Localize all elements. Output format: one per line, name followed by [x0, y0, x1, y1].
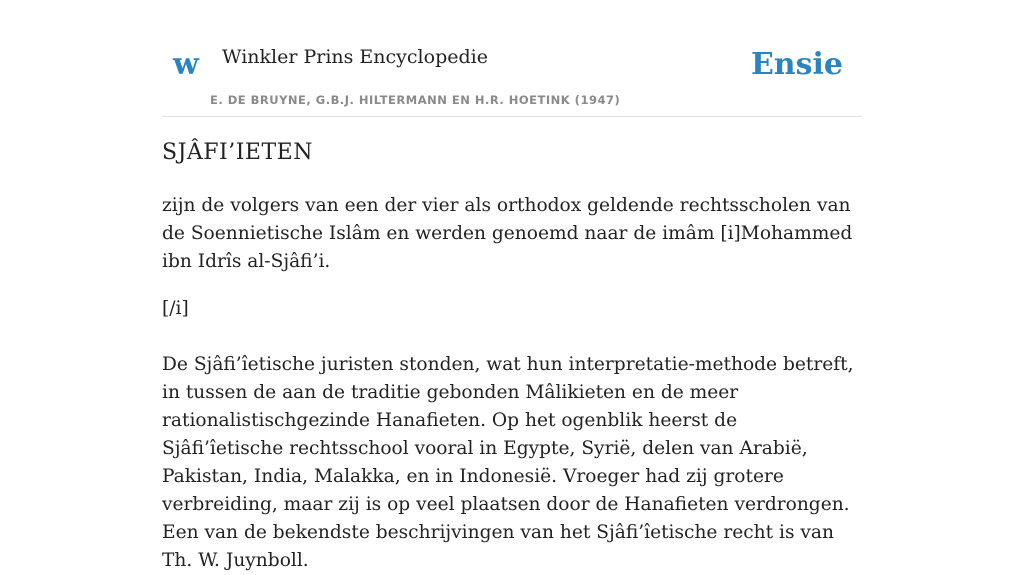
source-title[interactable]: Winkler Prins Encyclopedie [222, 46, 488, 68]
site-header [162, 0, 862, 117]
encyclopedia-logo-icon[interactable]: w [173, 47, 199, 82]
page [162, 0, 862, 571]
entry-title: SJÂFI’IETEN [162, 140, 313, 165]
source-authors: E. DE BRUYNE, G.B.J. HILTERMANN EN H.R. HOETINK (1947) [210, 93, 621, 107]
entry-paragraph: [/i] [162, 298, 189, 319]
ensie-logo-link[interactable]: Ensie [750, 47, 843, 82]
entry-paragraph: zijn de volgers van een der vier als orthodox geldende rechtsscholen van de Soennietische Islâm en werden genoemd naar de imâm [i]Mohammed ibn Idrîs al-Sjâfi’i. [162, 195, 853, 272]
entry-paragraph: De Sjâfi’îetische juristen stonden, wat hun interpretatie-methode betreft, in tussen de aan de traditie gebonden Mâlikieten en de meer rationalistischgezinde Hanafieten. Op het ogenblik heerst de Sjâfi’îetische rechtsschool vooral in Egypte, Syrië, delen van Arabië, Pakistan, India, Malakka, en in Indonesië. Vroeger had zij grotere verbreiding, maar zij is op veel plaatsen door de Hanafieten verdrongen. Een van de bekendste beschrijvingen van het Sjâfi’îetische recht is van Th. W. Juynboll. [162, 354, 854, 571]
